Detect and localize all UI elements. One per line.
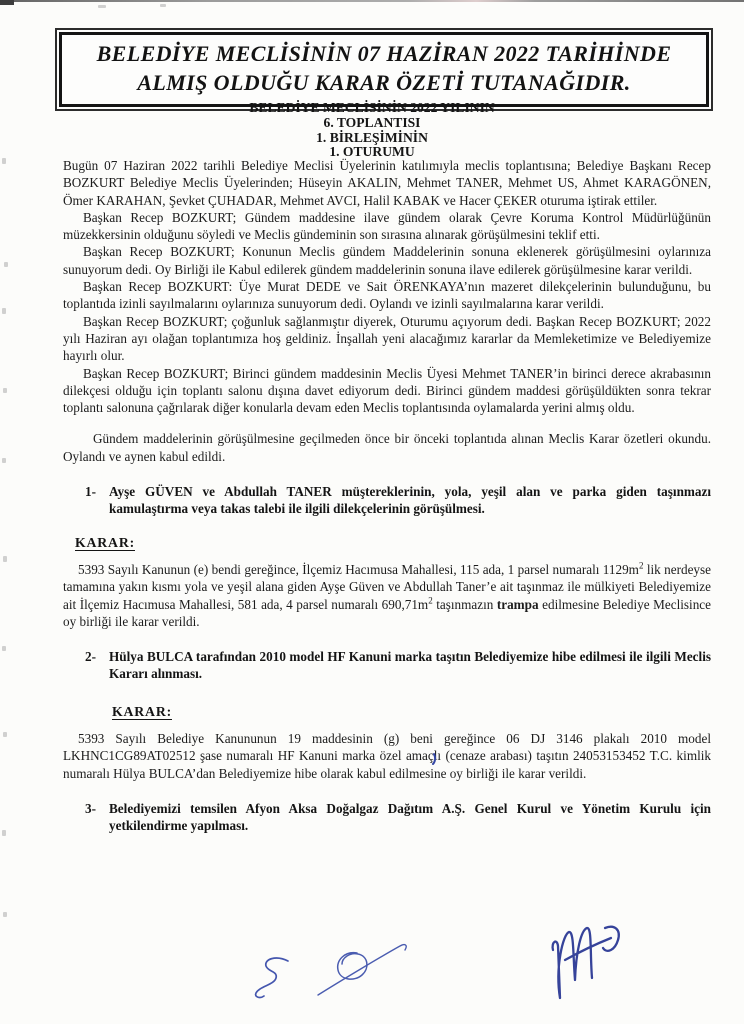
document-title-line1: BELEDİYE MECLİSİNİN 07 HAZİRAN 2022 TARİHİNDE	[96, 41, 672, 66]
paragraph-opening: Başkan Recep BOZKURT; çoğunluk sağlanmıştır diyerek, Oturumu açıyorum dedi. Başkan Recep BOZKURT; 2022 yılı Haziran ayı olağan toplantımıza hoş geldiniz. İnşallah yeni alacağımız kararlar da Memleketimize ve Belediyemize hayırlı olur.	[63, 313, 711, 364]
signature-2-loop-ink	[338, 953, 367, 979]
paragraph-member-excluded: Başkan Recep BOZKURT; Birinci gündem maddesinin Meclis Üyesi Mehmet TANER’in birinci derece akrabasının dilekçesi olduğu için toplantı salonu dışına davet ediyorum dedi. Birinci gündem maddesi görüşüldükten sonra tekrar toplantı salonuna çağrılarak diğer konularla devam eden Meclis toplantısında oylamalarda yerini almış oldu.	[63, 365, 711, 416]
signature-1-ink	[256, 958, 288, 997]
pen-tick-mark	[430, 752, 438, 766]
decision-1-segment: edilmesine Belediye Meclisince oy birliği ile karar verildi.	[63, 596, 711, 629]
agenda-item-3-number: 3-	[85, 800, 96, 816]
agenda-item-2	[85, 648, 711, 683]
agenda-item-2-text: Hülya BULCA tarafından 2010 model HF Kanuni marka taşıtın Belediyemize hibe edilmesi ile ilgili Meclis Kararı alınması.	[109, 649, 711, 682]
scan-speck	[2, 308, 6, 314]
signature-1	[248, 953, 293, 1003]
signature-2-stroke-ink	[318, 945, 406, 995]
scan-corner-mark	[0, 0, 14, 5]
signature-2	[312, 938, 412, 1000]
decision-1-bold-word: trampa	[496, 596, 539, 612]
session-heading-assembly: 1. BİRLEŞİMİNİN	[316, 129, 428, 145]
document-title-box	[55, 28, 713, 111]
decision-label-2: KARAR:	[112, 703, 172, 719]
agenda-item-3	[85, 800, 711, 835]
scan-speck	[3, 912, 7, 917]
paragraph-attendance: Bugün 07 Haziran 2022 tarihli Belediye Meclisi Üyelerinin katılımıyla meclis toplantısına; Belediye Başkanı Recep BOZKURT Belediye Meclis Üyelerinden; Hüseyin AKALIN, Mehmet TANER, Mehmet US, Ahmet KARAGÖNEN, Ömer KARAHAN, Şevket ÇUHADAR, Mehmet AVCI, Halil KABAK ve Hacer ÇEKER oturuma iştirak ettiler.	[63, 158, 711, 208]
session-heading	[0, 101, 744, 160]
document-title-inner-frame	[59, 32, 709, 107]
decision-1-segment: 5393 Sayılı Kanunun (e) bendi gereğince, İlçemiz Hacımusa Mahallesi, 115 ada, 1 parsel numaralı 1129m	[78, 561, 639, 577]
paragraph-extra-agenda: Başkan Recep BOZKURT; Gündem maddesine ilave gündem olarak Çevre Koruma Kontrol Müdürlüğünün müzekkersinin olduğunu söyledi ve Meclis gündeminin son sırasına alınarak görüşülmesini teklif etti.	[63, 209, 711, 243]
scan-speck	[98, 5, 106, 8]
decision-text-1	[63, 561, 711, 630]
pen-tick-ink	[433, 754, 435, 764]
decision-1-segment: taşınmazın	[432, 596, 497, 612]
agenda-item-1-text: Ayşe GÜVEN ve Abdullah TANER müştereklerinin, yola, yeşil alan ve parka giden taşınmazı kamulaştırma veya takas talebi ile ilgili dilekçelerinin görüşülmesi.	[109, 484, 711, 517]
scan-speck	[3, 388, 7, 393]
signature-3	[543, 920, 625, 1008]
paragraph-agenda-vote: Başkan Recep BOZKURT; Konunun Meclis gündem Maddelerinin sonuna eklenerek görüşülmesini oylarınıza sunuyorum dedi. Oy Birliği ile Kabul edilerek gündem maddelerinin sonuna ilave edilerek görüşülmesine karar verildi.	[63, 244, 711, 277]
decision-text-2: 5393 Sayılı Belediye Kanununun 19 maddesinin (g) beni gereğince 06 DJ 3146 plakalı 2010 model LKHNC1CG89AT02512 şase numaralı HF Kanuni marka özel amaçlı (cenaze arabası) taşıtın 24053153452 T.C. kimlik numaralı Hülya BULCA’dan Belediyemize hibe olarak kabul edilmesine oy birliği ile karar verildi.	[63, 731, 711, 781]
scan-top-edge-artifact	[0, 0, 744, 2]
signature-3-ink	[553, 927, 619, 998]
scan-speck	[160, 4, 166, 7]
session-heading-sitting: 1. OTURUMU	[329, 144, 415, 160]
agenda-item-2-number: 2-	[85, 649, 96, 665]
paragraph-previous-minutes: Gündem maddelerinin görüşülmesine geçilmeden önce bir önceki toplantıda alınan Meclis Karar özetleri okundu. Oylandı ve aynen kabul edildi.	[63, 431, 711, 464]
session-heading-meeting: 6. TOPLANTISI	[323, 114, 421, 130]
agenda-item-3-text: Belediyemizi temsilen Afyon Aksa Doğalgaz Dağıtım A.Ş. Genel Kurul ve Yönetim Kurulu için yetkilendirme yapılması.	[109, 800, 711, 834]
scan-speck	[3, 556, 7, 562]
decision-1-segment: lik nerdeyse tamamına yakın kısmı yola ve yeşil alana giden Ayşe Güven ve Abdullah Taner’e ait taşınmaz ile mülkiyeti Belediyemize ait İlçemiz Hacımusa Mahallesi, 581 ada, 4 parsel numaralı 690,71m	[63, 561, 711, 612]
superscript-square-meter: 2	[638, 560, 644, 571]
decision-label-1: KARAR:	[75, 534, 135, 550]
scan-speck	[2, 458, 6, 463]
session-heading-year: BELEDİYE MECLİSİNİN 2022 YILININ	[249, 100, 495, 115]
scan-speck	[3, 732, 7, 737]
document-body	[63, 157, 711, 835]
scan-speck	[2, 830, 6, 836]
paragraph-excused-members: Başkan Recep BOZKURT: Üye Murat DEDE ve Sait ÖRENKAYA’nın mazeret dilekçelerinin bulunduğunu, bu toplantıda izinli sayılmalarını oylarınıza sunuyorum dedi. Oylandı ve izinli sayılmalarına karar verildi.	[63, 279, 711, 312]
agenda-item-1	[85, 483, 711, 518]
document-title-line2: ALMIŞ OLDUĞU KARAR ÖZETİ TUTANAĞIDIR.	[137, 70, 631, 95]
scan-speck	[2, 646, 6, 651]
superscript-square-meter: 2	[428, 595, 433, 606]
agenda-item-1-number: 1-	[85, 484, 96, 500]
scan-speck	[4, 262, 8, 267]
